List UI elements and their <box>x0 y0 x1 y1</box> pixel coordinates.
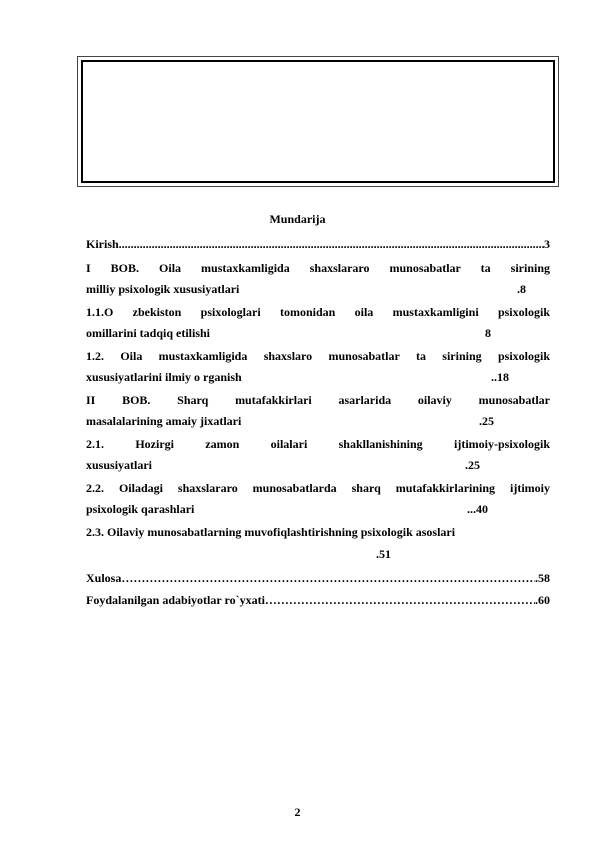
toc-entry-s22-line1[interactable]: 2.2. Oiladagi shaxslararo munosabatlarda sharq mutafakkirlarining ijtimoiy <box>86 481 550 495</box>
toc-entry-kirish[interactable] <box>86 236 550 252</box>
toc-entry-bob1-line2[interactable]: milliy psixologik xususiyatlari <box>86 282 240 296</box>
toc-label: Foydalanilgan adabiyotlar ro`yxati <box>86 593 265 607</box>
toc-entry-s11-line2[interactable]: omillarini tadqiq etilishi <box>86 326 211 340</box>
toc-label: Xulosa <box>86 571 122 585</box>
page-title: Mundarija <box>269 212 326 226</box>
toc-entry-s21-line2[interactable]: xususiyatlari <box>86 458 153 472</box>
toc-page: .60 <box>535 593 550 607</box>
toc-page: .25 <box>465 458 480 472</box>
toc-page: ...40 <box>467 502 488 516</box>
toc-page: .58 <box>535 571 550 585</box>
toc-entry-s11-line1[interactable]: 1.1.O zbekiston psixologlari tomonidan oila mustaxkamligini psixologik <box>86 305 550 319</box>
toc-entry-xulosa[interactable] <box>86 570 550 586</box>
toc-label: Kirish <box>86 237 119 251</box>
toc-leader-dots <box>121 570 535 586</box>
toc-leader-dots <box>119 236 544 252</box>
toc-page: ..18 <box>491 370 509 384</box>
toc-entry-s22-line2[interactable]: psixologik qarashlari <box>86 502 195 516</box>
toc-page: 8 <box>485 326 491 340</box>
toc-page: .8 <box>517 282 526 296</box>
toc-entry-foydalanilgan-adabiyotlar[interactable] <box>86 592 550 608</box>
empty-title-frame <box>77 56 559 187</box>
title-frame-inner-border <box>81 60 555 183</box>
toc-entry-s21-line1[interactable]: 2.1. Hozirgi zamon oilalari shakllanishining ijtimoiy-psixologik <box>86 437 550 451</box>
toc-page: 3 <box>544 237 550 251</box>
toc-entry-bob2-line2[interactable]: masalalarining amaiy jixatlari <box>86 414 242 428</box>
page-number: 2 <box>294 805 301 819</box>
toc-entry-s12-line1[interactable]: 1.2. Oila mustaxkamligida shaxslaro munosabatlar ta sirining psixologik <box>86 349 550 363</box>
toc-entry-s12-line2[interactable]: xususiyatlarini ilmiy o rganish <box>86 370 242 384</box>
toc-page: .25 <box>479 414 494 428</box>
toc-entry-bob1-line1[interactable]: I BOB. Oila mustaxkamligida shaxslararo munosabatlar ta sirining <box>86 261 550 275</box>
toc-leader-dots <box>265 592 535 608</box>
toc-entry-bob2-line1[interactable]: II BOB. Sharq mutafakkirlari asarlarida oilaviy munosabatlar <box>86 393 550 407</box>
toc-entry-s23-line1[interactable]: 2.3. Oilaviy munosabatlarning muvofiqlashtirishning psixologik asoslari <box>86 525 456 539</box>
toc-page: .51 <box>376 547 391 561</box>
